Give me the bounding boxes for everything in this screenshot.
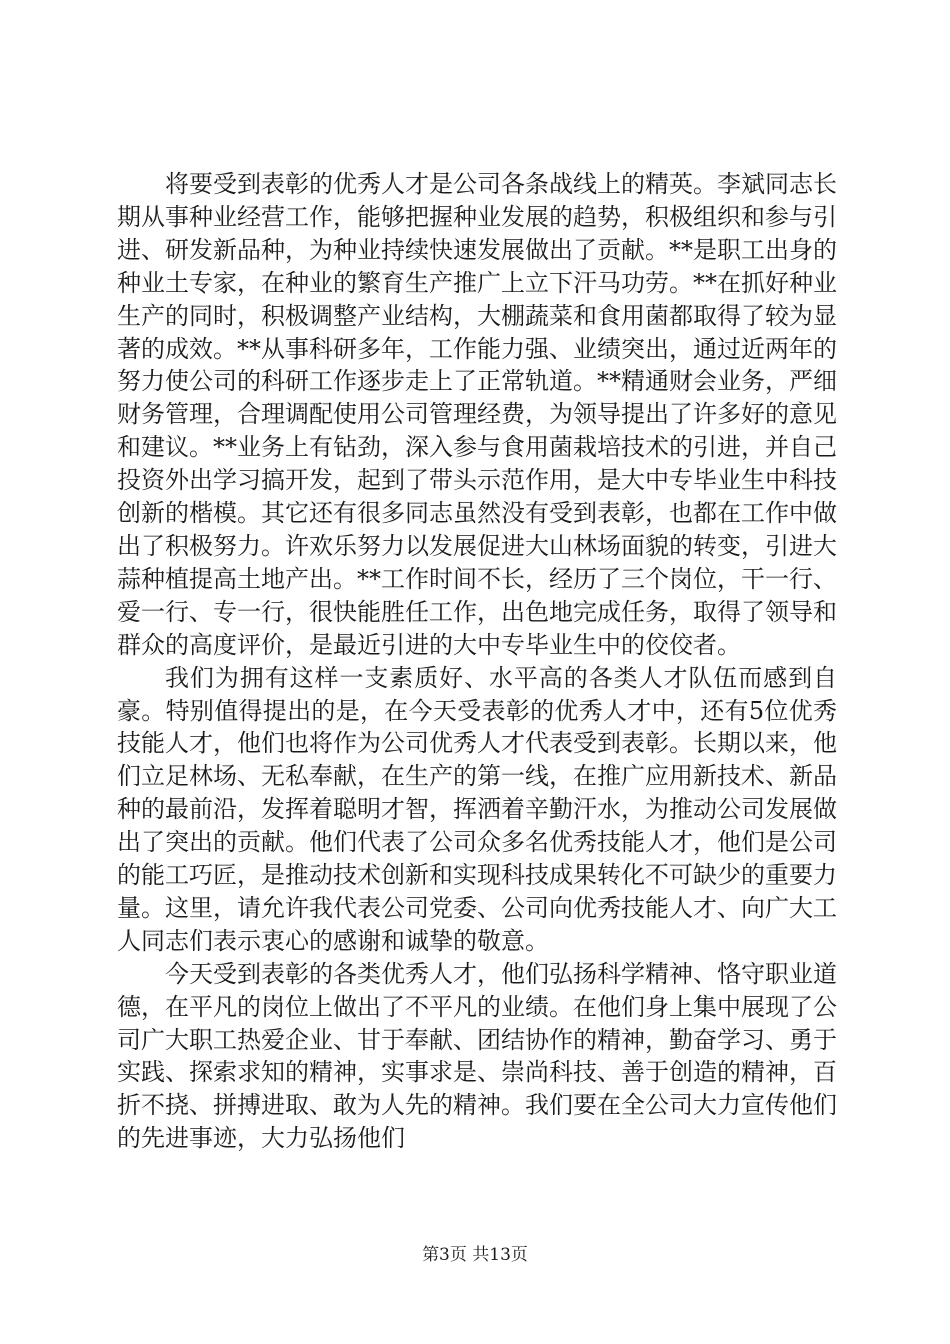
paragraph-2: 我们为拥有这样一支素质好、水平高的各类人才队伍而感到自豪。特别值得提出的是，在今天受表彰的优秀人才中，还有5位优秀技能人才，他们也将作为公司优秀人才代表受到表彰。长期以来，他们立足林场、无私奉献，在生产的第一线，在推广应用新技术、新品种的最前沿，发挥着聪明才智，挥洒着辛勤汗水，为推动公司发展做出了突出的贡献。他们代表了公司众多名优秀技能人才，他们是公司的能工巧匠，是推动技术创新和实现科技成果转化不可缺少的重要力量。这里，请允许我代表公司党委、公司向优秀技能人才、向广大工人同志们表示衷心的感谢和诚挚的敬意。 <box>117 663 837 955</box>
paragraph-3: 今天受到表彰的各类优秀人才，他们弘扬科学精神、恪守职业道德，在平凡的岗位上做出了不平凡的业绩。在他们身上集中展现了公司广大职工热爱企业、甘于奉献、团结协作的精神，勤奋学习、勇于实践、探索求知的精神，实事求是、崇尚科技、善于创造的精神，百折不挠、拼搏进取、敢为人先的精神。我们要在全公司大力宣传他们的先进事迹，大力弘扬他们 <box>117 959 837 1153</box>
page-footer: 第3页 共13页 <box>422 1245 528 1265</box>
paragraph-1: 将要受到表彰的优秀人才是公司各条战线上的精英。李斌同志长期从事种业经营工作，能够把握种业发展的趋势，积极组织和参与引进、研发新品种，为种业持续快速发展做出了贡献。**是职工出身的种业土专家，在种业的繁育生产推广上立下汗马功劳。**在抓好种业生产的同时，积极调整产业结构，大棚蔬菜和食用菌都取得了较为显著的成效。**从事科研多年，工作能力强、业绩突出，通过近两年的努力使公司的科研工作逐步走上了正常轨道。**精通财会业务，严细财务管理，合理调配使用公司管理经费，为领导提出了许多好的意见和建议。**业务上有钻劲，深入参与食用菌栽培技术的引进，并自己投资外出学习搞开发，起到了带头示范作用，是大中专毕业生中科技创新的楷模。其它还有很多同志虽然没有受到表彰，也都在工作中做出了积极努力。许欢乐努力以发展促进大山林场面貌的转变，引进大蒜种植提高土地产出。**工作时间不长，经历了三个岗位，干一行、爱一行、专一行，很快能胜任工作，出色地完成任务，取得了领导和群众的高度评价，是最近引进的大中专毕业生中的佼佼者。 <box>117 170 837 659</box>
document-body <box>117 168 837 1155</box>
